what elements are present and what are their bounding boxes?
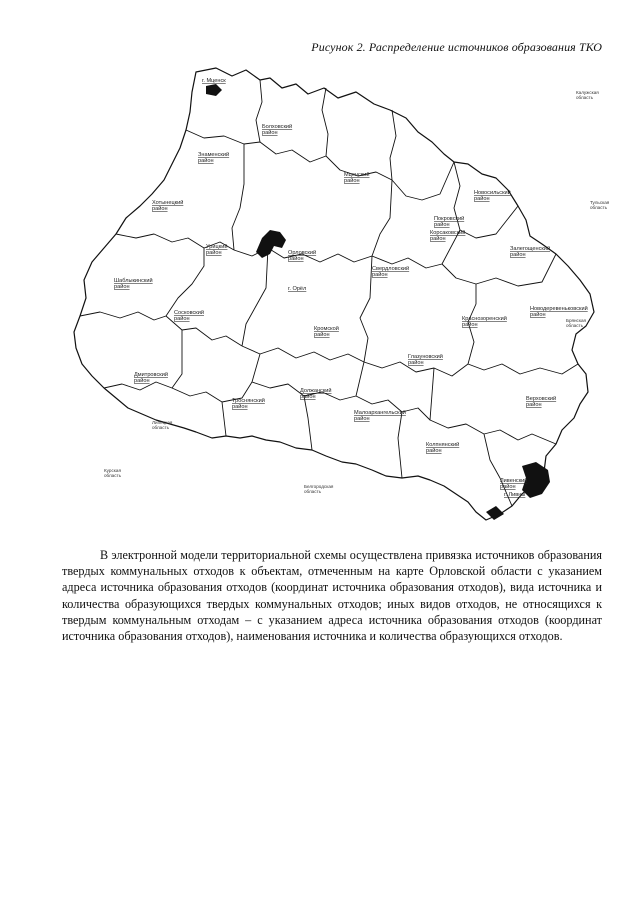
district-label: Шаблыкинский район <box>114 278 153 290</box>
district-label: Новодеревеньковский район <box>530 306 588 318</box>
district-label: Мценский район <box>344 172 370 184</box>
district-label: Орловский район <box>288 250 317 262</box>
border-label: Калужская область <box>576 90 599 100</box>
body-paragraph-block <box>62 547 602 644</box>
district-label: Знаменский район <box>198 152 230 164</box>
district-label: Малоархангельский район <box>354 410 406 422</box>
district-label: Покровский район <box>434 216 465 228</box>
district-label: г. Ливны <box>504 492 526 498</box>
district-label: Ливенский район <box>500 478 528 490</box>
region-map-svg <box>56 58 610 536</box>
district-borders <box>80 80 578 506</box>
district-label: г. Мценск <box>202 78 226 84</box>
district-label: Краснозоренский район <box>462 316 507 328</box>
district-label: Корсаковский район <box>430 230 466 242</box>
region-map <box>56 58 610 536</box>
district-label: Кромской район <box>314 326 339 338</box>
district-label: Залегощенский район <box>510 246 551 258</box>
district-label: Должанский район <box>300 388 332 400</box>
district-label: Болховский район <box>262 124 293 136</box>
district-label: Хотынецкий район <box>152 200 184 212</box>
district-label: Урицкий район <box>206 244 228 256</box>
district-label: Новосильский район <box>474 190 511 202</box>
border-label: Тульская область <box>590 200 610 210</box>
district-label: г. Орёл <box>288 286 307 292</box>
district-label: Дмитровский район <box>134 372 168 384</box>
district-label: Верховский район <box>526 396 557 408</box>
border-label: Курская область <box>104 468 122 478</box>
oblast-outline <box>74 68 594 520</box>
border-label: Белгородская область <box>304 484 334 494</box>
border-label: Липецкая область <box>152 420 173 430</box>
district-labels <box>114 78 588 498</box>
river-mark <box>486 506 504 520</box>
border-labels <box>104 90 610 494</box>
border-label: Брянская область <box>566 318 586 328</box>
district-label: Сосковский район <box>174 310 204 322</box>
body-paragraph: В электронной модели территориальной схемы осуществлена привязка источников образования твердых коммунальных отходов к объектам, отмеченным на карте Орловской области с указанием адреса источника образования отходов (координат источника образования отходов), вида источника и количества образующихся твердых коммунальных отходов; иных видов отходов, не относящихся к твердым коммунальным отходам – с указанием адреса источника образования отходов (координат источника образования отходов), наименования источника и количества образующихся отходов. <box>62 548 602 644</box>
district-label: Троснянский район <box>232 398 265 410</box>
figure-caption: Рисунок 2. Распределение источников образования ТКО <box>311 40 602 54</box>
district-label: Глазуновский район <box>408 354 443 366</box>
city-mtsensk <box>206 84 222 96</box>
district-label: Колпнянский район <box>426 442 460 454</box>
city-oryol <box>256 230 286 258</box>
district-label: Свердловский район <box>372 266 410 278</box>
